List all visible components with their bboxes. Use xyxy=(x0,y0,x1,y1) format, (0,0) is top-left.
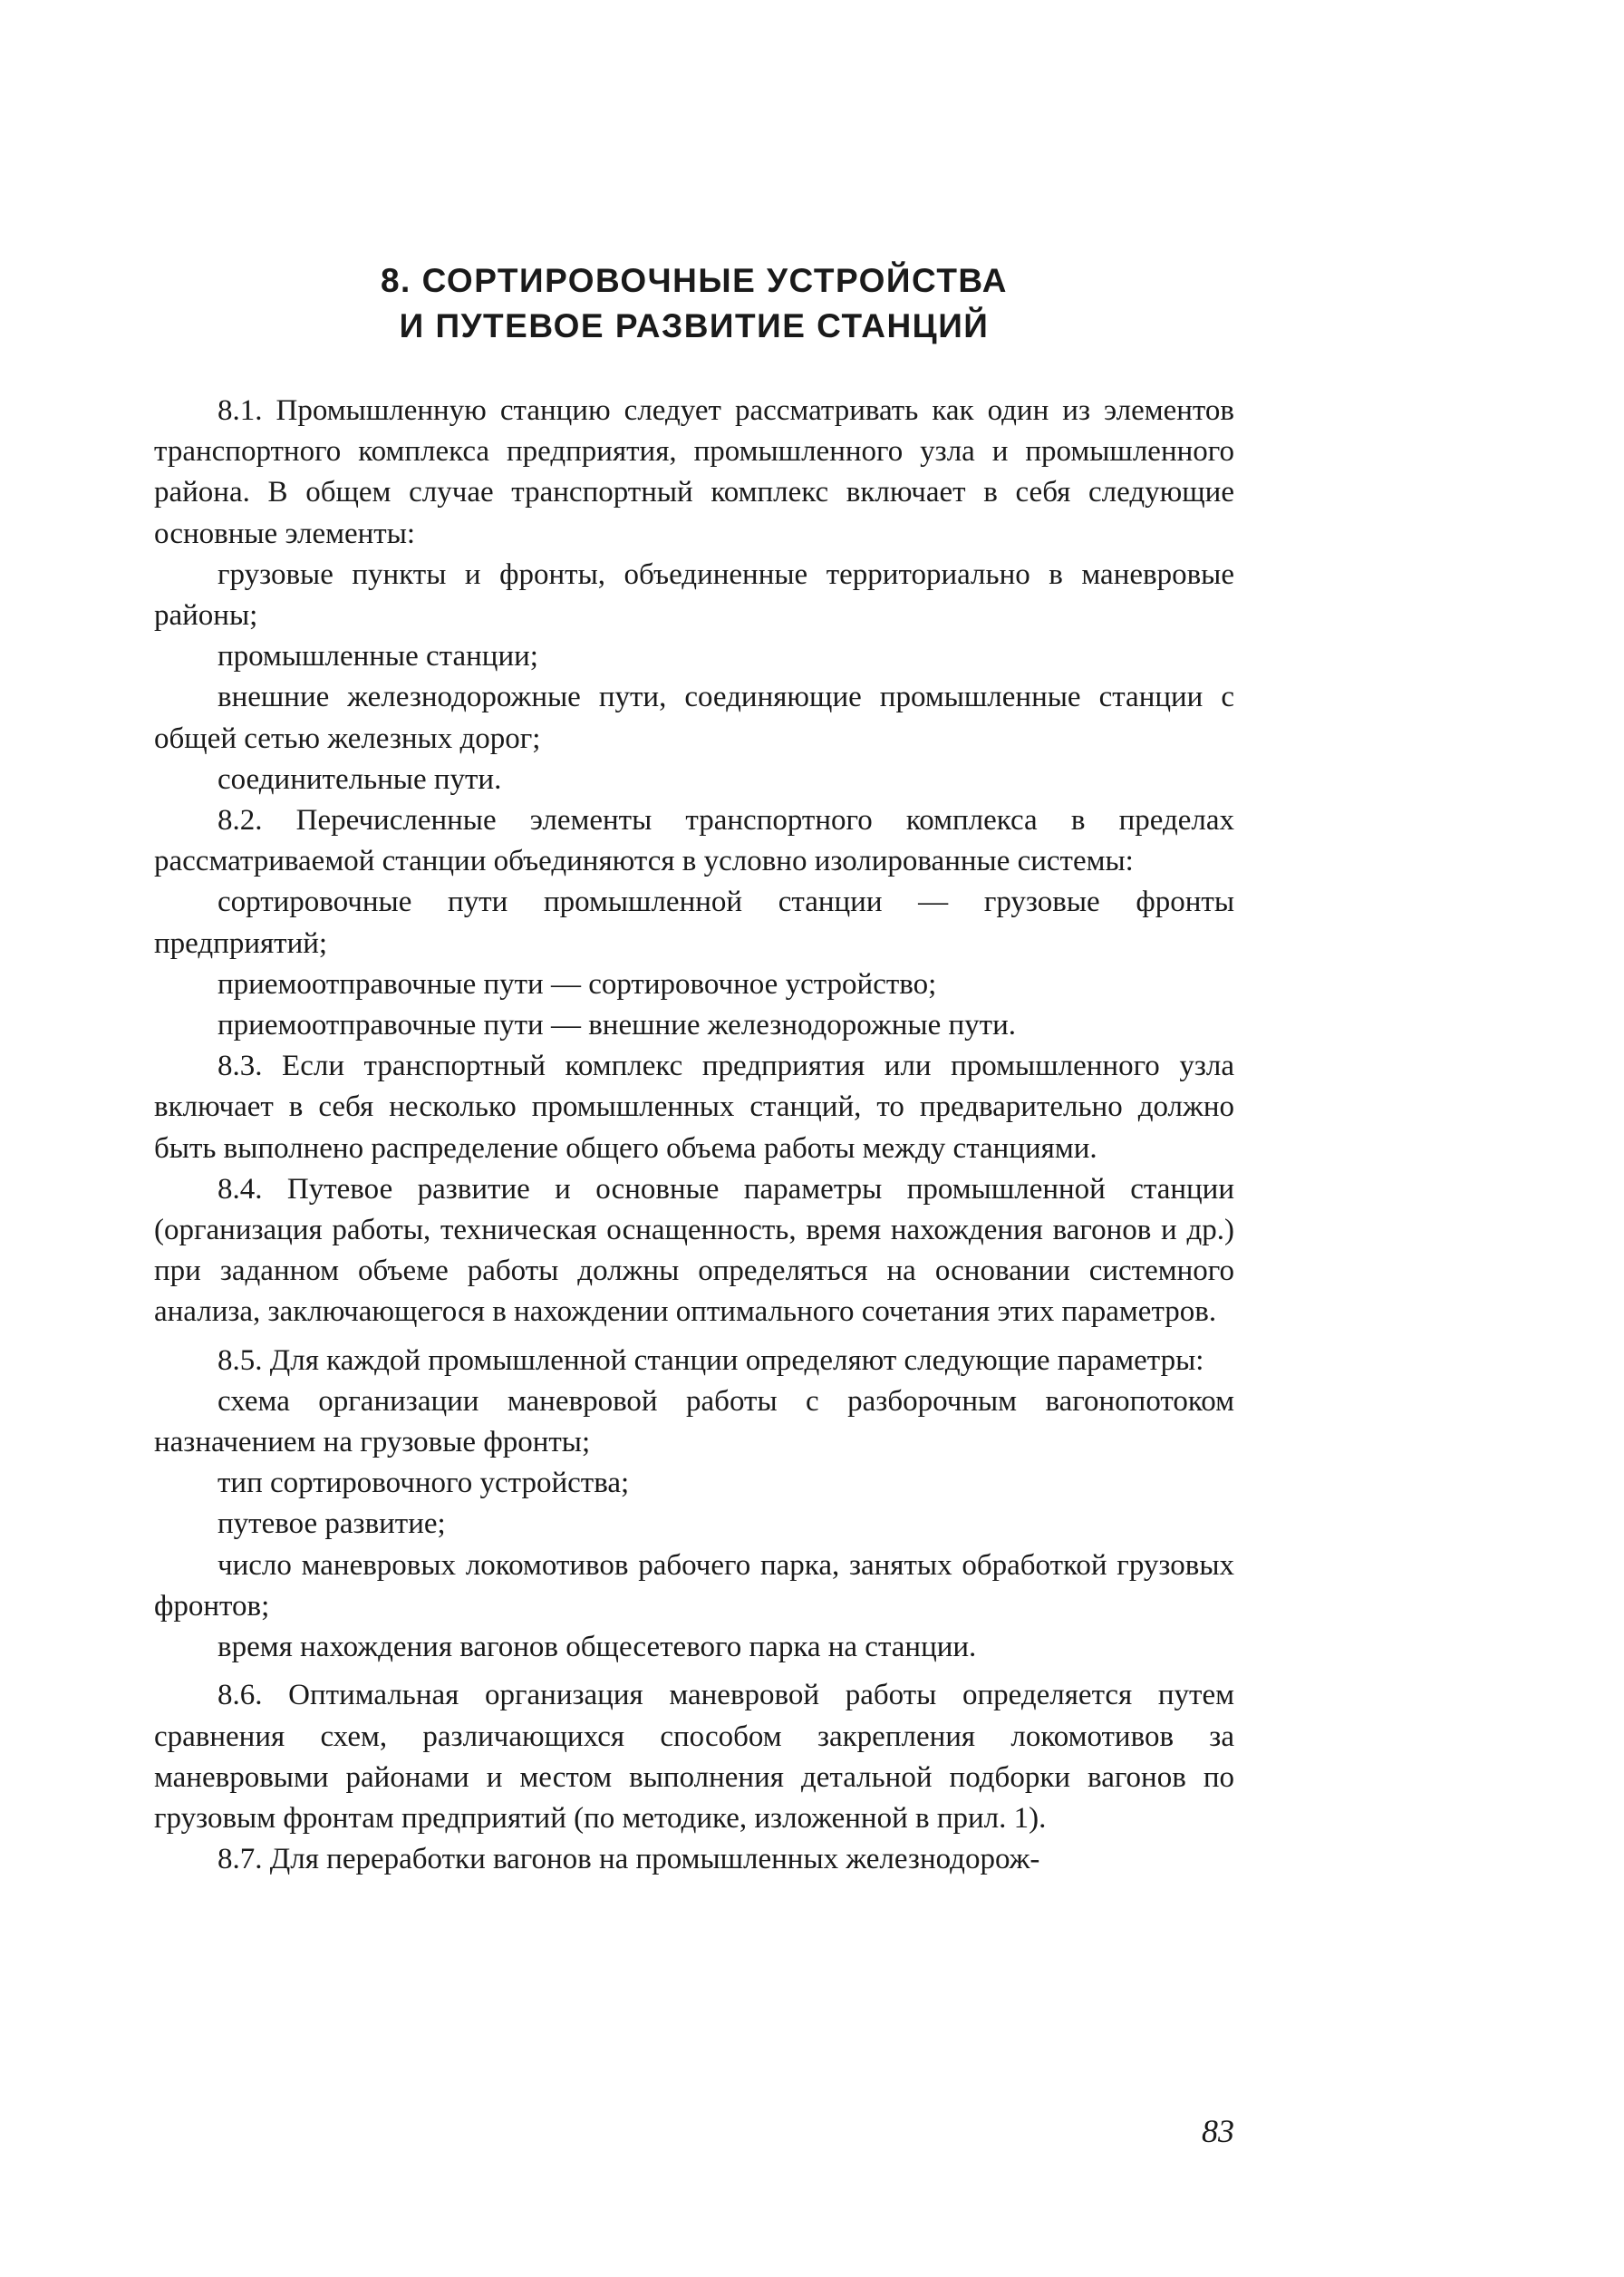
chapter-title-line-2: И ПУТЕВОЕ РАЗВИТИЕ СТАНЦИЙ xyxy=(399,307,990,344)
chapter-title-line-1: 8. СОРТИРОВОЧНЫЕ УСТРОЙСТВА xyxy=(380,262,1009,299)
paragraph-8-4: 8.4. Путевое развитие и основные параметры промышленной станции (организация работы, техническая оснащенность, время нахождения вагонов и др.) при заданном объеме работы должны определяться на основании системного анализа, заключающегося в нахождении оптимального сочетания этих параметров. xyxy=(154,1172,1234,1329)
list-item: схема организации маневровой работы с разборочным вагонопотоком назначением на грузовые фронты; xyxy=(154,1384,1234,1459)
page-number: 83 xyxy=(1202,2113,1234,2149)
list-item: число маневровых локомотивов рабочего парка, занятых обработкой грузовых фронтов; xyxy=(154,1548,1234,1623)
chapter-title xyxy=(154,258,1234,349)
list-item: путевое развитие; xyxy=(218,1507,446,1541)
list-item: тип сортировочного устройства; xyxy=(218,1467,630,1500)
paragraph-8-3: 8.3. Если транспортный комплекс предприятия или промышленного узла включает в себя несколько промышленных станций, то предварительно должно быть выполнено распределение общего объема работы между станциями. xyxy=(154,1050,1234,1165)
list-item: приемоотправочные пути — сортировочное устройство; xyxy=(218,967,937,1001)
paragraph-8-2: 8.2. Перечисленные элементы транспортного комплекса в пределах рассматриваемой станции объединяются в условно изолированные системы: xyxy=(154,804,1234,878)
list-item: время нахождения вагонов общесетевого парка на станции. xyxy=(218,1631,977,1664)
paragraph-8-6: 8.6. Оптимальная организация маневровой работы определяется путем сравнения схем, различающихся способом закрепления локомотивов за маневровыми районами и местом выполнения детальной подборки вагонов по грузовым фронтам предприятий (по методике, изложенной в прил. 1). xyxy=(154,1679,1234,1835)
paragraph-8-1: 8.1. Промышленную станцию следует рассматривать как один из элементов транспортного комплекса предприятия, промышленного узла и промышленного района. В общем случае транспортный комплекс включает в себя следующие основные элементы: xyxy=(154,394,1234,550)
list-item: сортировочные пути промышленной станции — грузовые фронты предприятий; xyxy=(154,886,1234,960)
list-item: внешние железнодорожные пути, соединяющие промышленные станции с общей сетью железных дорог; xyxy=(154,681,1234,755)
list-item: промышленные станции; xyxy=(218,640,538,673)
document-page xyxy=(154,258,1234,1880)
paragraph-8-5: 8.5. Для каждой промышленной станции определяют следующие параметры: xyxy=(218,1343,1204,1377)
paragraph-8-7: 8.7. Для переработки вагонов на промышленных железнодорож- xyxy=(218,1843,1040,1876)
list-item: грузовые пункты и фронты, объединенные территориально в маневровые районы; xyxy=(154,557,1234,633)
list-item: приемоотправочные пути — внешние железнодорожные пути. xyxy=(218,1009,1016,1042)
list-item: соединительные пути. xyxy=(218,762,502,796)
